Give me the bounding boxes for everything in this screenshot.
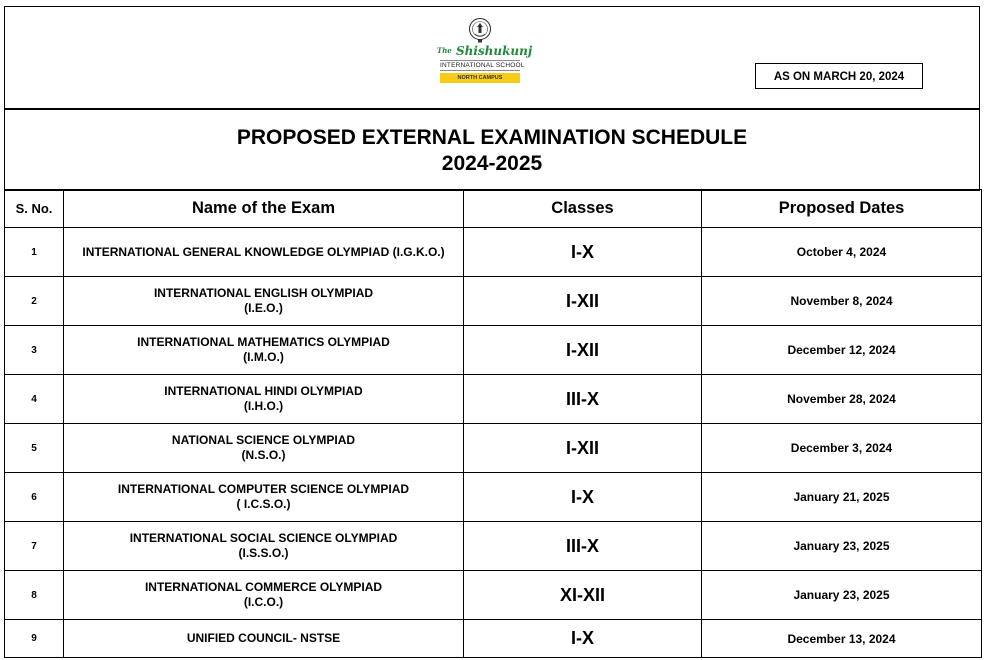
as-on-date-box: AS ON MARCH 20, 2024	[755, 63, 923, 89]
table-row	[5, 571, 982, 620]
table-row	[5, 375, 982, 424]
header-classes: Classes	[464, 190, 702, 228]
schedule-sheet	[4, 6, 980, 657]
cell-sno: 9	[5, 620, 64, 658]
page-title: PROPOSED EXTERNAL EXAMINATION SCHEDULE	[236, 126, 748, 149]
table-header-row	[5, 190, 982, 228]
header-box	[4, 6, 980, 109]
cell-exam-name: INTERNATIONAL SOCIAL SCIENCE OLYMPIAD (I.S.S.O.)	[64, 522, 464, 571]
header-exam-name: Name of the Exam	[64, 190, 464, 228]
cell-sno: 8	[5, 571, 64, 620]
table-row	[5, 620, 982, 658]
table-row	[5, 326, 982, 375]
cell-exam-name: INTERNATIONAL COMPUTER SCIENCE OLYMPIAD ( I.C.S.O.)	[64, 473, 464, 522]
cell-exam-name: NATIONAL SCIENCE OLYMPIAD (N.S.O.)	[64, 424, 464, 473]
cell-sno: 5	[5, 424, 64, 473]
table-row	[5, 424, 982, 473]
school-emblem-icon	[468, 17, 492, 43]
cell-classes: I-XII	[464, 277, 702, 326]
cell-exam-name: INTERNATIONAL ENGLISH OLYMPIAD (I.E.O.)	[64, 277, 464, 326]
cell-date: January 23, 2025	[702, 522, 982, 571]
cell-exam-name: INTERNATIONAL HINDI OLYMPIAD (I.H.O.)	[64, 375, 464, 424]
cell-date: November 8, 2024	[702, 277, 982, 326]
cell-sno: 7	[5, 522, 64, 571]
cell-classes: I-X	[464, 228, 702, 277]
cell-exam-name: INTERNATIONAL GENERAL KNOWLEDGE OLYMPIAD (I.G.K.O.)	[64, 228, 464, 277]
header-sno: S. No.	[5, 190, 64, 228]
cell-classes: I-XII	[464, 326, 702, 375]
logo-subtitle: INTERNATIONAL SCHOOL	[440, 62, 525, 69]
table-row	[5, 277, 982, 326]
cell-classes: I-X	[464, 620, 702, 658]
cell-classes: XI-XII	[464, 571, 702, 620]
title-box	[4, 108, 980, 191]
cell-exam-name: INTERNATIONAL COMMERCE OLYMPIAD (I.C.O.)	[64, 571, 464, 620]
cell-classes: I-X	[464, 473, 702, 522]
exam-schedule-table	[4, 189, 982, 658]
cell-classes: I-XII	[464, 424, 702, 473]
cell-exam-name: UNIFIED COUNCIL- NSTSE	[64, 620, 464, 658]
table-row	[5, 522, 982, 571]
cell-exam-name: INTERNATIONAL MATHEMATICS OLYMPIAD (I.M.O.)	[64, 326, 464, 375]
logo-brand-text: $^{The}$ Shishukunj	[437, 44, 533, 58]
cell-date: January 23, 2025	[702, 571, 982, 620]
cell-date: December 3, 2024	[702, 424, 982, 473]
cell-sno: 4	[5, 375, 64, 424]
cell-sno: 1	[5, 228, 64, 277]
cell-classes: III-X	[464, 522, 702, 571]
cell-date: November 28, 2024	[702, 375, 982, 424]
cell-date: December 13, 2024	[702, 620, 982, 658]
table-row	[5, 473, 982, 522]
cell-classes: III-X	[464, 375, 702, 424]
school-logo	[437, 17, 533, 99]
header-proposed-dates: Proposed Dates	[702, 190, 982, 228]
cell-date: January 21, 2025	[702, 473, 982, 522]
page-title-year: 2024-2025	[441, 152, 543, 175]
cell-sno: 2	[5, 277, 64, 326]
logo-campus-badge: NORTH CAMPUS	[440, 73, 520, 83]
cell-sno: 3	[5, 326, 64, 375]
cell-date: December 12, 2024	[702, 326, 982, 375]
cell-sno: 6	[5, 473, 64, 522]
table-row	[5, 228, 982, 277]
cell-date: October 4, 2024	[702, 228, 982, 277]
